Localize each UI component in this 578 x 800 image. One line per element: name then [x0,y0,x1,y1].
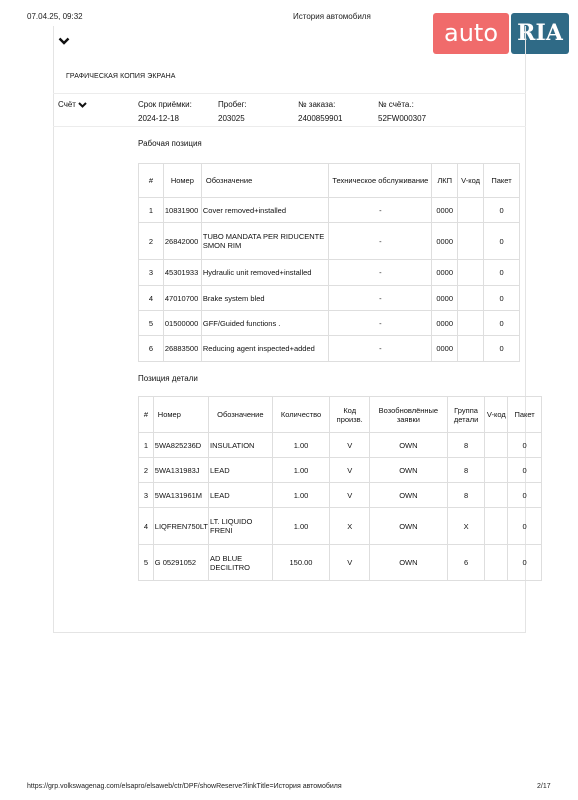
table-cell-packet: 0 [508,545,542,581]
table-row [139,311,520,336]
table-cell-vcode [485,433,508,458]
column-header: Пакет [484,164,520,198]
part-positions-title: Позиция детали [138,374,198,383]
table-cell-qty: 1.00 [272,483,330,508]
invoice-toggle-label: Счёт [58,100,76,109]
order-number: № заказа: 2400859901 [298,100,343,123]
chevron-down-icon [78,101,87,109]
column-header: Пакет [508,397,542,433]
table-cell-number: 45301933 [163,260,201,286]
invoice-toggle[interactable] [58,100,87,109]
table-cell-number: G 05291052 [153,545,208,581]
table-cell-renewed: OWN [370,508,448,545]
table-cell-code: V [330,458,370,483]
table-cell-n: 3 [139,260,164,286]
invoice-summary [53,93,526,127]
chevron-down-icon[interactable] [58,36,70,46]
copy-title: ГРАФИЧЕСКАЯ КОПИЯ ЭКРАНА [66,73,176,80]
table-cell-group: 8 [447,483,485,508]
print-url: https://grp.volkswagenag.com/elsapro/elsaweb/ctr/DPF/showReserve?linkTitle=История автомобиля [27,783,342,790]
table-cell-number: 5WA825236D [153,433,208,458]
table-row [139,508,542,545]
table-cell-vcode [485,458,508,483]
table-cell-name: GFF/Guided functions . [201,311,329,336]
page-number: 2/17 [537,783,551,790]
table-cell-name: LEAD [209,458,273,483]
table-cell-number: 47010700 [163,286,201,311]
table-cell-packet: 0 [484,260,520,286]
table-cell-packet: 0 [484,336,520,362]
table-cell-code: X [330,508,370,545]
column-header: Возобновлённые заявки [370,397,448,433]
table-cell-n: 3 [139,483,154,508]
table-cell-code: V [330,483,370,508]
work-positions-title: Рабочая позиция [138,139,202,148]
table-row [139,336,520,362]
table-cell-vcode [485,545,508,581]
table-cell-code: V [330,545,370,581]
column-header: # [139,164,164,198]
column-header: Техническое обслуживание [329,164,432,198]
column-header: Номер [153,397,208,433]
table-row [139,433,542,458]
table-cell-n: 2 [139,223,164,260]
table-row [139,198,520,223]
table-cell-packet: 0 [484,223,520,260]
table-cell-n: 1 [139,433,154,458]
invoice-number: № счёта.: 52FW000307 [378,100,427,123]
table-cell-qty: 1.00 [272,508,330,545]
table-row [139,260,520,286]
table-cell-renewed: OWN [370,433,448,458]
print-title: История автомобиля [293,12,371,21]
table-cell-qty: 1.00 [272,458,330,483]
table-cell-vcode [458,198,484,223]
table-cell-lkp: 0000 [432,223,458,260]
table-cell-number: 10831900 [163,198,201,223]
table-cell-service: - [329,311,432,336]
table-row [139,483,542,508]
column-header: Номер [163,164,201,198]
column-header: Группа детали [447,397,485,433]
table-cell-name: LEAD [209,483,273,508]
column-header: ЛКП [432,164,458,198]
print-datetime: 07.04.25, 09:32 [27,12,83,21]
table-cell-group: 8 [447,458,485,483]
column-header: # [139,397,154,433]
table-cell-renewed: OWN [370,483,448,508]
column-header: Обозначение [209,397,273,433]
column-header: Количество [272,397,330,433]
table-cell-vcode [458,286,484,311]
logo-auto: auto [433,13,509,54]
table-cell-code: V [330,433,370,458]
table-cell-service: - [329,336,432,362]
table-cell-lkp: 0000 [432,286,458,311]
table-cell-number: LIQFREN750LT [153,508,208,545]
table-cell-vcode [485,483,508,508]
table-cell-name: Hydraulic unit removed+installed [201,260,329,286]
table-cell-number: 26842000 [163,223,201,260]
table-cell-group: 8 [447,433,485,458]
table-cell-n: 5 [139,311,164,336]
table-cell-name: AD BLUE DECILITRO [209,545,273,581]
acceptance-date: Срок приёмки: 2024-12-18 [138,100,192,123]
table-cell-vcode [485,508,508,545]
table-row [139,223,520,260]
table-cell-service: - [329,198,432,223]
table-cell-number: 5WA131983J [153,458,208,483]
table-cell-vcode [458,223,484,260]
table-cell-name: Brake system bled [201,286,329,311]
table-cell-name: Reducing agent inspected+added [201,336,329,362]
table-cell-name: LT. LIQUIDO FRENI [209,508,273,545]
mileage: Пробег: 203025 [218,100,247,123]
table-cell-n: 2 [139,458,154,483]
table-cell-vcode [458,311,484,336]
table-cell-group: 6 [447,545,485,581]
column-header: Обозначение [201,164,329,198]
table-cell-renewed: OWN [370,545,448,581]
table-cell-packet: 0 [484,198,520,223]
table-cell-lkp: 0000 [432,198,458,223]
table-cell-n: 1 [139,198,164,223]
logo-ria-text: RIA [517,20,563,46]
table-cell-name: INSULATION [209,433,273,458]
table-cell-qty: 1.00 [272,433,330,458]
table-cell-renewed: OWN [370,458,448,483]
table-cell-packet: 0 [484,311,520,336]
table-cell-packet: 0 [508,433,542,458]
table-cell-service: - [329,223,432,260]
table-cell-number: 5WA131961M [153,483,208,508]
column-header: Код произв. [330,397,370,433]
table-cell-service: - [329,260,432,286]
table-cell-lkp: 0000 [432,260,458,286]
table-cell-packet: 0 [508,458,542,483]
work-positions-table [138,163,520,362]
table-cell-lkp: 0000 [432,336,458,362]
column-header: V-код [458,164,484,198]
table-cell-n: 4 [139,508,154,545]
table-cell-n: 5 [139,545,154,581]
table-cell-number: 01500000 [163,311,201,336]
table-cell-group: X [447,508,485,545]
table-row [139,286,520,311]
table-row [139,458,542,483]
table-cell-name: TUBO MANDATA PER RIDUCENTE SMON RIM [201,223,329,260]
table-cell-lkp: 0000 [432,311,458,336]
table-cell-packet: 0 [508,483,542,508]
table-cell-vcode [458,336,484,362]
part-positions-table [138,396,542,581]
table-row [139,545,542,581]
table-cell-qty: 150.00 [272,545,330,581]
table-cell-vcode [458,260,484,286]
column-header: V-код [485,397,508,433]
table-cell-packet: 0 [508,508,542,545]
table-cell-service: - [329,286,432,311]
table-cell-packet: 0 [484,286,520,311]
table-cell-n: 6 [139,336,164,362]
table-cell-name: Cover removed+installed [201,198,329,223]
table-cell-number: 26883500 [163,336,201,362]
table-cell-n: 4 [139,286,164,311]
